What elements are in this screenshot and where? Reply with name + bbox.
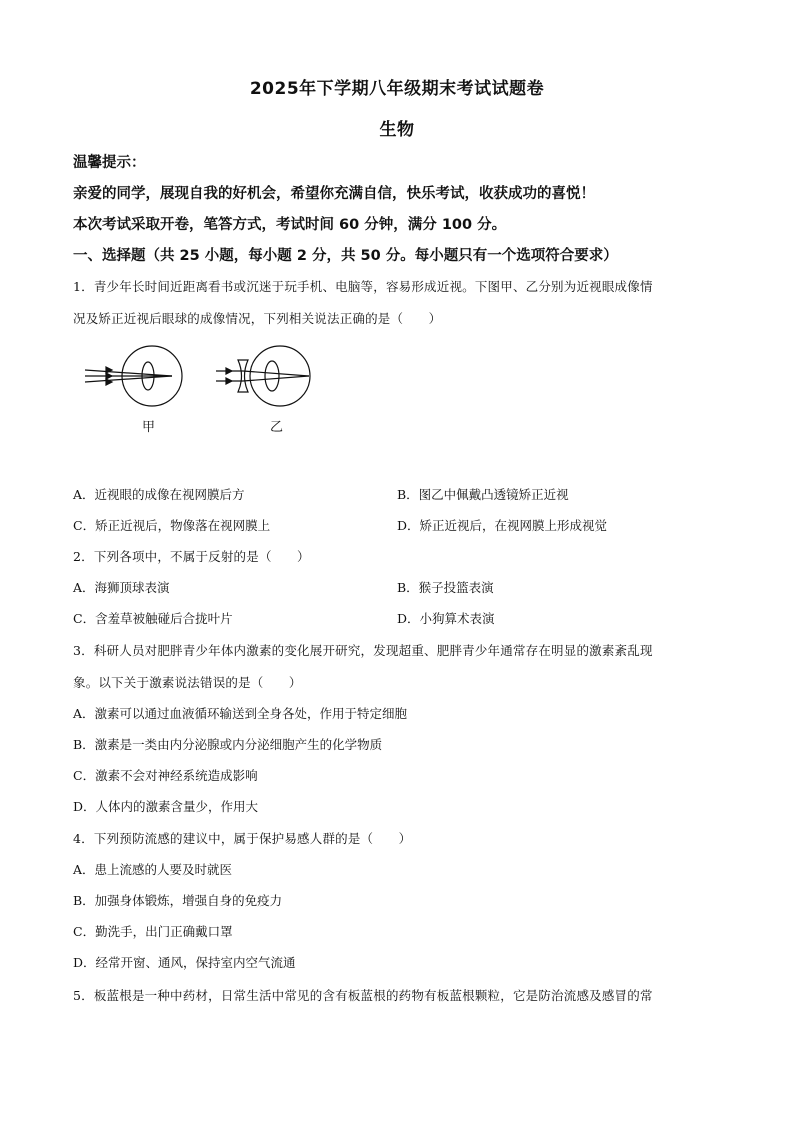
q4-option-c[interactable]: C．勤洗手，出门正确戴口罩 bbox=[73, 924, 233, 939]
exam-title: 2025年下学期八年级期末考试试题卷 bbox=[249, 79, 545, 99]
q4-stem: 4．下列预防流感的建议中，属于保护易感人群的是（ ） bbox=[73, 831, 412, 846]
q4-option-b[interactable]: B．加强身体锻炼，增强自身的免疫力 bbox=[73, 893, 283, 908]
eye-diagram bbox=[80, 338, 340, 438]
q1-option-c[interactable]: C．矫正近视后，物像落在视网膜上 bbox=[73, 518, 271, 533]
q2-option-d[interactable]: D．小狗算术表演 bbox=[397, 611, 495, 626]
q3-stem-line-1: 3．科研人员对肥胖青少年体内激素的变化展开研究，发现超重、肥胖青少年通常存在明显的激素紊乱现 bbox=[73, 643, 653, 658]
eye-figure-yi bbox=[216, 346, 310, 406]
q2-option-a[interactable]: A．海狮顶球表演 bbox=[73, 580, 170, 595]
eye-figure-jia bbox=[85, 346, 182, 406]
q3-option-b[interactable]: B．激素是一类由内分泌腺或内分泌细胞产生的化学物质 bbox=[73, 737, 383, 752]
notice-line-2: 本次考试采取开卷，笔答方式，考试时间 60 分钟，满分 100 分。 bbox=[73, 217, 507, 233]
section-heading: 一、选择题（共 25 小题，每小题 2 分，共 50 分。每小题只有一个选项符合要求） bbox=[73, 248, 618, 264]
q3-option-d[interactable]: D．人体内的激素含量少，作用大 bbox=[73, 799, 259, 814]
q2-stem: 2．下列各项中，不属于反射的是（ ） bbox=[73, 549, 310, 564]
q2-option-c[interactable]: C．含羞草被触碰后合拢叶片 bbox=[73, 611, 233, 626]
q2-option-b[interactable]: B．猴子投篮表演 bbox=[397, 580, 494, 595]
figure-label-jia: 甲 bbox=[142, 420, 156, 435]
q3-stem-line-2: 象。以下关于激素说法错误的是（ ） bbox=[73, 675, 302, 690]
q3-option-c[interactable]: C．激素不会对神经系统造成影响 bbox=[73, 768, 258, 783]
q5-stem-line-1: 5．板蓝根是一种中药材，日常生活中常见的含有板蓝根的药物有板蓝根颗粒，它是防治流感及感冒的常 bbox=[73, 988, 653, 1003]
q1-stem-line-2: 况及矫正近视后眼球的成像情况，下列相关说法正确的是（ ） bbox=[73, 311, 442, 326]
q1-option-b[interactable]: B．图乙中佩戴凸透镜矫正近视 bbox=[397, 487, 569, 502]
q4-option-a[interactable]: A．患上流感的人要及时就医 bbox=[73, 862, 233, 877]
q1-option-d[interactable]: D．矫正近视后，在视网膜上形成视觉 bbox=[397, 518, 608, 533]
q1-stem-line-1: 1．青少年长时间近距离看书或沉迷于玩手机、电脑等，容易形成近视。下图甲、乙分别为近视眼成像情 bbox=[73, 279, 653, 294]
q4-option-d[interactable]: D．经常开窗、通风，保持室内空气流通 bbox=[73, 955, 296, 970]
figure-label-yi: 乙 bbox=[270, 420, 284, 435]
subject-title: 生物 bbox=[379, 120, 415, 140]
notice-line-1: 亲爱的同学，展现自我的好机会，希望你充满自信，快乐考试，收获成功的喜悦！ bbox=[73, 186, 595, 202]
q1-option-a[interactable]: A．近视眼的成像在视网膜后方 bbox=[73, 487, 245, 502]
notice-heading: 温馨提示： bbox=[73, 155, 146, 171]
q3-option-a[interactable]: A．激素可以通过血液循环输送到全身各处，作用于特定细胞 bbox=[73, 706, 408, 721]
eye-diagram-svg bbox=[80, 338, 340, 438]
